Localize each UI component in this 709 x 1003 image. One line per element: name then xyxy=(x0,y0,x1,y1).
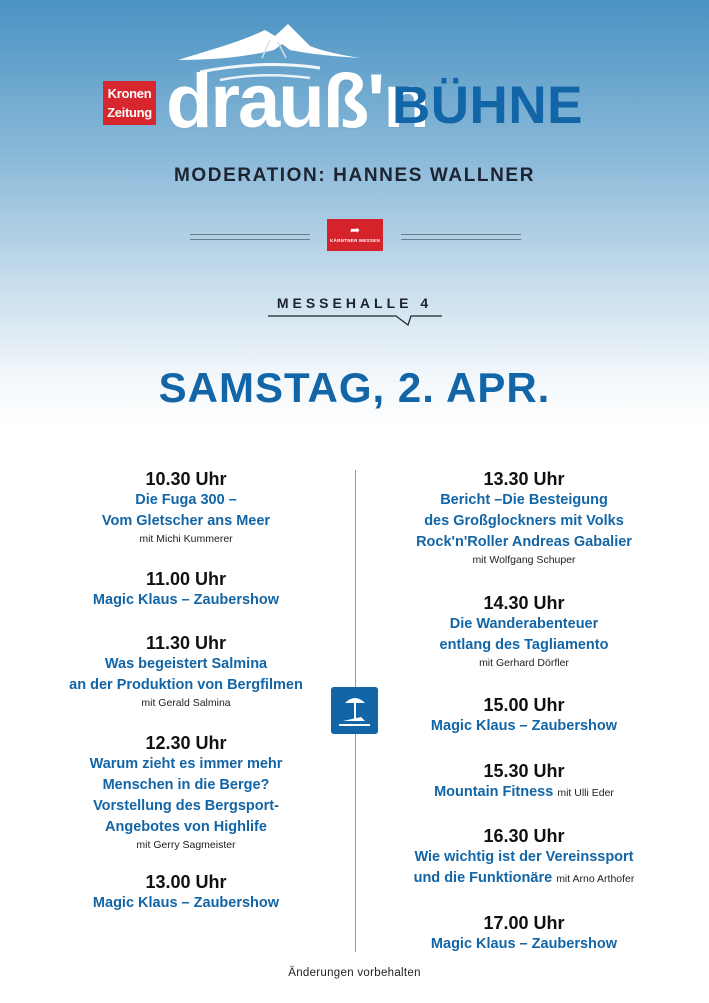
schedule-item xyxy=(36,632,336,710)
kronen-zeitung-logo xyxy=(103,81,156,125)
footer-note: Änderungen vorbehalten xyxy=(288,967,421,979)
event-title: Wie wichtig ist der Vereinssport xyxy=(414,849,634,865)
event-title-line xyxy=(374,868,674,890)
event-title: an der Produktion von Bergfilmen xyxy=(69,677,303,693)
hall-callout-line xyxy=(268,312,442,328)
event-title: und die Funktionäre xyxy=(413,870,553,886)
event-title: Magic Klaus – Zaubershow xyxy=(430,718,618,734)
schedule-item xyxy=(374,912,674,955)
moderation-heading: MODERATION: HANNES WALLNER xyxy=(173,165,536,186)
event-host: mit Ulli Eder xyxy=(557,787,614,799)
schedule-item xyxy=(374,760,674,804)
schedule-item xyxy=(36,568,336,611)
event-host: mit Michi Kummerer xyxy=(139,533,233,545)
event-time: 13.30 Uhr xyxy=(483,469,565,489)
divider-right xyxy=(401,234,521,240)
event-time: 15.00 Uhr xyxy=(483,695,565,715)
km-swirl-icon: ➦ xyxy=(349,223,361,237)
event-title: des Großglockners mit Volks xyxy=(424,513,624,529)
event-time: 13.00 Uhr xyxy=(145,872,227,892)
schedule-item xyxy=(36,468,336,546)
event-time: 15.30 Uhr xyxy=(483,761,565,781)
event-host: mit Gerald Salmina xyxy=(141,697,231,709)
event-time: 10.30 Uhr xyxy=(145,469,227,489)
event-host: mit Gerry Sagmeister xyxy=(136,839,236,851)
event-time: 11.30 Uhr xyxy=(145,633,227,653)
event-host: mit Wolfgang Schuper xyxy=(472,554,576,566)
schedule-item xyxy=(374,694,674,737)
beach-chair-icon xyxy=(331,687,378,734)
event-title: Rock'n'Roller Andreas Gabalier xyxy=(416,534,632,550)
event-title: Die Fuga 300 – xyxy=(135,492,237,508)
event-host: mit Arno Arthofer xyxy=(556,873,635,885)
hall-label: MESSEHALLE 4 xyxy=(276,295,433,311)
schedule-item xyxy=(36,732,336,852)
event-time: 12.30 Uhr xyxy=(145,733,227,753)
schedule-item xyxy=(374,468,674,567)
event-title: Magic Klaus – Zaubershow xyxy=(430,936,618,952)
schedule-item xyxy=(36,871,336,914)
event-title: Bericht –Die Besteigung xyxy=(440,492,608,508)
kaerntner-messen-logo xyxy=(327,219,383,251)
event-time: 16.30 Uhr xyxy=(483,826,565,846)
event-title: Vom Gletscher ans Meer xyxy=(101,513,271,529)
km-logo-text: KÄRNTNER MESSEN xyxy=(329,238,380,243)
event-time: 11.00 Uhr xyxy=(145,569,227,589)
schedule-item xyxy=(374,592,674,670)
event-title: Was begeistert Salmina xyxy=(104,656,268,672)
event-date: SAMSTAG, 2. APR. xyxy=(158,364,551,411)
event-title: Magic Klaus – Zaubershow xyxy=(92,592,280,608)
schedule-item xyxy=(374,825,674,890)
event-title: entlang des Tagliamento xyxy=(439,637,609,653)
event-host: mit Gerhard Dörfler xyxy=(479,657,569,669)
zeitung-text: Zeitung xyxy=(107,105,152,120)
event-title: Angebotes von Highlife xyxy=(105,819,267,835)
event-title: Die Wanderabenteuer xyxy=(449,616,599,632)
event-time: 14.30 Uhr xyxy=(483,593,565,613)
event-title: Warum zieht es immer mehr xyxy=(89,756,283,772)
title-buehne: BÜHNE xyxy=(392,76,583,135)
event-title: Vorstellung des Bergsport- xyxy=(93,798,279,814)
event-title-line xyxy=(374,782,674,804)
event-time: 17.00 Uhr xyxy=(483,913,565,933)
title-draussn: drauß'n xyxy=(166,59,428,144)
kronen-text: Kronen xyxy=(107,86,152,101)
event-title: Menschen in die Berge? xyxy=(102,777,270,793)
event-title: Magic Klaus – Zaubershow xyxy=(92,895,280,911)
event-title: Mountain Fitness xyxy=(434,784,554,800)
divider-left xyxy=(190,234,310,240)
